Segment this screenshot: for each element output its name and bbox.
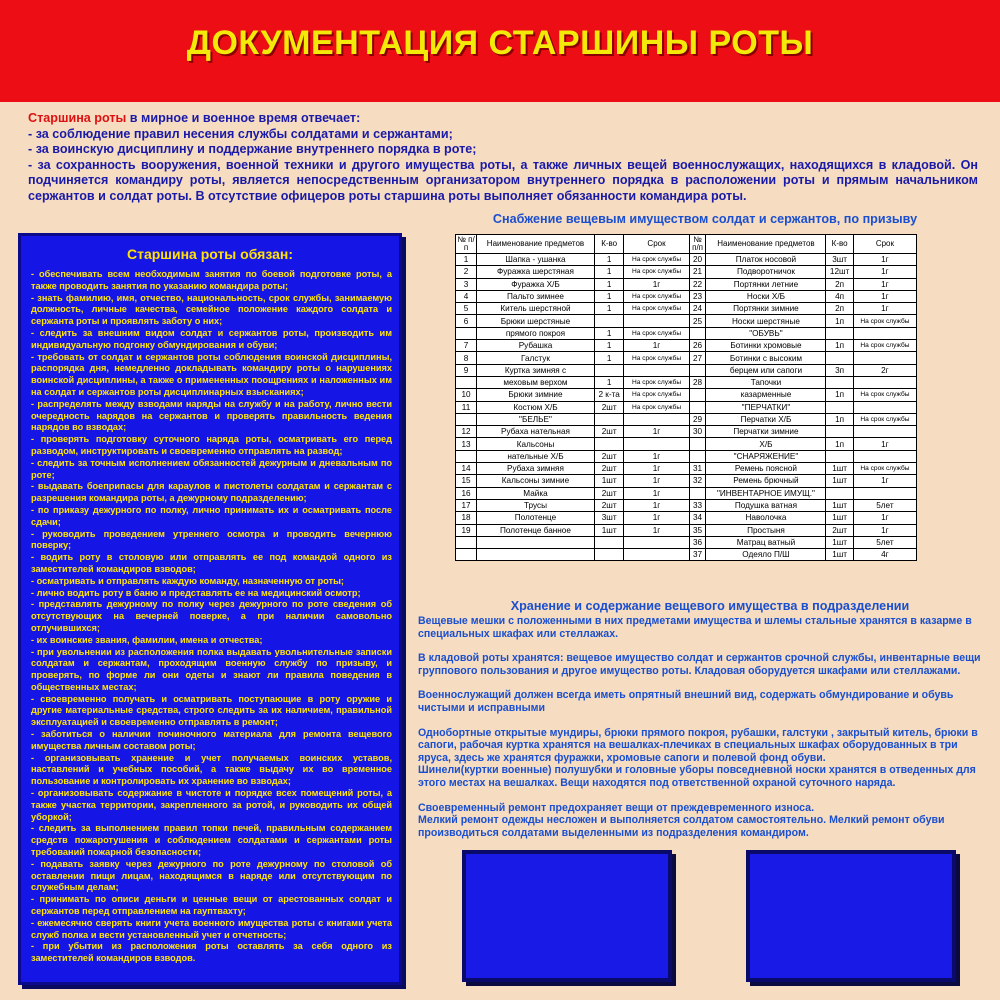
table-cell: 6 bbox=[456, 315, 477, 327]
table-cell: Куртка зимняя с bbox=[477, 364, 595, 376]
intro-line: - за сохранность вооружения, военной техники и другого имущества роты, а также личных вещей военнослужащих, находящихся в кладовой. Он подчиняется командиру роты, является непосредственным организатором внутреннего порядка в расположении роты и прямым начальником сержантов и солдат роты. В отсутствие офицеров роты старшина роты выполняет обязанности командира роты. bbox=[28, 157, 978, 203]
storage-paragraph: Однобортные открытые мундиры, брюки прямого покроя, рубашки, галстуки , закрытый китель, брюки в сапоги, рабочая куртка хранятся на вешалках-плечиках в специальных шкафах оборудованных в три яруса, здесь же хранятся фуражки, хромовые сапоги и полевой фонд обуви. bbox=[418, 726, 978, 764]
table-cell: 3шт bbox=[594, 512, 623, 524]
table-cell: 36 bbox=[689, 536, 706, 548]
table-cell: 2шт bbox=[594, 487, 623, 499]
table-cell: 1г bbox=[624, 340, 689, 352]
intro-line: - за соблюдение правил несения службы солдатами и сержантами; bbox=[28, 126, 453, 141]
table-cell bbox=[477, 549, 595, 561]
duty-item: - осматривать и отправлять каждую команду, назначенную от роты; bbox=[31, 575, 344, 586]
table-cell bbox=[853, 426, 916, 438]
table-cell bbox=[594, 438, 623, 450]
table-cell: 17 bbox=[456, 499, 477, 511]
supply-header-row bbox=[456, 235, 917, 254]
table-cell: Трусы bbox=[477, 499, 595, 511]
table-cell: 25 bbox=[689, 315, 706, 327]
table-row bbox=[456, 413, 917, 425]
table-cell bbox=[826, 487, 853, 499]
duties-title: Старшина роты обязан: bbox=[126, 246, 294, 262]
table-cell: 2п bbox=[826, 278, 853, 290]
table-cell bbox=[826, 376, 853, 388]
table-cell bbox=[624, 315, 689, 327]
table-cell bbox=[689, 450, 706, 462]
table-cell bbox=[689, 389, 706, 401]
table-cell: 3шт bbox=[826, 254, 853, 266]
table-cell: 9 bbox=[456, 364, 477, 376]
table-cell: 19 bbox=[456, 524, 477, 536]
table-cell: 2шт bbox=[594, 426, 623, 438]
table-cell: 2шт bbox=[594, 450, 623, 462]
table-cell bbox=[826, 426, 853, 438]
table-cell: 2шт bbox=[594, 499, 623, 511]
supply-header-cell: Срок bbox=[624, 235, 689, 254]
table-cell bbox=[477, 536, 595, 548]
table-cell: 1г bbox=[853, 438, 916, 450]
table-row bbox=[456, 327, 917, 339]
table-row bbox=[456, 401, 917, 413]
duties-panel bbox=[18, 233, 402, 985]
table-cell bbox=[689, 401, 706, 413]
table-cell: Ремень брючный bbox=[706, 475, 826, 487]
table-cell: Костюм Х/Б bbox=[477, 401, 595, 413]
duty-item: - при увольнении из расположения полка выдавать увольнительные записки солдатам и сержантам, проходящим военную службу по призыву, и проверять, по форме ли они одеты и знают ли правила поведения в общественных местах; bbox=[31, 646, 392, 692]
table-cell: 10 bbox=[456, 389, 477, 401]
table-cell: 1шт bbox=[594, 475, 623, 487]
table-cell: 1шт bbox=[826, 512, 853, 524]
table-row bbox=[456, 364, 917, 376]
table-cell: 4г bbox=[853, 549, 916, 561]
table-cell: На срок службы bbox=[853, 389, 916, 401]
table-cell: Кальсоны bbox=[477, 438, 595, 450]
table-cell: Полотенце bbox=[477, 512, 595, 524]
storage-paragraph: Мелкий ремонт одежды несложен и выполняется солдатом самостоятельно. Мелкий ремонт обуви производиться солдатами выделенными из подразделения командиром. bbox=[418, 814, 945, 839]
storage-paragraph: Шинели(куртки военные) полушубки и головные уборы повседневной носки хранятся в отведенных для этого местах на вешалках. Вещи находятся под ответственной охраной суточного наряда. bbox=[418, 764, 976, 789]
table-cell: Тапочки bbox=[706, 376, 826, 388]
supply-header-cell: Наименование предметов bbox=[477, 235, 595, 254]
table-cell: Рубашка bbox=[477, 340, 595, 352]
duty-item: - организовывать содержание в чистоте и порядке всех помещений роты, а также участка территории, закрепленного за ротой, и руководить их общей уборкой; bbox=[31, 788, 392, 822]
table-cell: На срок службы bbox=[624, 327, 689, 339]
intro-lead-line bbox=[28, 111, 978, 127]
storage-paragraph: Своевременный ремонт предохраняет вещи от преждевременного износа. bbox=[418, 801, 815, 814]
storage-paragraph: В кладовой роты хранятся: вещевое имущество солдат и сержантов срочной службы, инвентарные вещи группового пользования и другое имущество роты. Кладовая оборудуется шкафами или стеллажами. bbox=[418, 652, 981, 677]
table-cell: берцем или сапоги bbox=[706, 364, 826, 376]
table-cell: меховым верхом bbox=[477, 376, 595, 388]
table-cell bbox=[689, 487, 706, 499]
table-cell: 1 bbox=[594, 327, 623, 339]
duty-item: - требовать от солдат и сержантов роты соблюдения воинской дисциплины, распорядка дня, немедленно докладывать командиру роты о нарушениях воинской дисциплины, а также о примененных поощрениях и наложенных им на солдат и сержантов роты дисциплинарных взысканиях; bbox=[31, 351, 392, 397]
duty-item: - при убытии из расположения роты оставлять за себя одного из заместителей командиров взводов. bbox=[31, 941, 392, 964]
table-cell: 28 bbox=[689, 376, 706, 388]
table-cell: На срок службы bbox=[624, 389, 689, 401]
table-cell bbox=[689, 364, 706, 376]
table-cell: Китель шерстяной bbox=[477, 303, 595, 315]
duty-item: - водить роту в столовую или отправлять ее под командой одного из заместителей командиров взводов; bbox=[31, 552, 392, 574]
table-cell: 35 bbox=[689, 524, 706, 536]
table-cell: Галстук bbox=[477, 352, 595, 364]
table-cell: 1г bbox=[853, 524, 916, 536]
table-row bbox=[456, 376, 917, 388]
table-cell: 23 bbox=[689, 290, 706, 302]
table-cell: 27 bbox=[689, 352, 706, 364]
table-cell: 1г bbox=[624, 475, 689, 487]
table-cell bbox=[594, 536, 623, 548]
table-cell: На срок службы bbox=[624, 290, 689, 302]
table-cell: На срок службы bbox=[624, 254, 689, 266]
table-cell bbox=[456, 549, 477, 561]
table-cell bbox=[594, 315, 623, 327]
table-cell: 1 bbox=[594, 278, 623, 290]
duty-item: - их воинские звания, фамилии, имена и отчества; bbox=[31, 634, 263, 645]
table-cell: 15 bbox=[456, 475, 477, 487]
table-cell: 22 bbox=[689, 278, 706, 290]
duty-item: - выдавать боеприпасы для караулов и пистолеты солдатам и сержантам с разрешения командира роты, а дежурному подразделению; bbox=[31, 481, 392, 504]
duty-item: - обеспечивать всем необходимым занятия по боевой подготовке роты, а также проводить занятия по указанию командира роты; bbox=[31, 269, 392, 291]
storage-paragraph: Вещевые мешки с положенными в них предметами имущества и шлемы стальные хранятся в казарме в специальных шкафах или стеллажах. bbox=[418, 615, 972, 640]
table-row bbox=[456, 389, 917, 401]
table-cell: Ботинки хромовые bbox=[706, 340, 826, 352]
table-cell bbox=[624, 413, 689, 425]
table-cell: Простыня bbox=[706, 524, 826, 536]
table-row bbox=[456, 524, 917, 536]
table-cell bbox=[853, 450, 916, 462]
table-cell: 1г bbox=[624, 512, 689, 524]
table-cell: 1шт bbox=[826, 549, 853, 561]
table-cell: 1п bbox=[826, 340, 853, 352]
table-cell: Портянки зимние bbox=[706, 303, 826, 315]
page-title: ДОКУМЕНТАЦИЯ СТАРШИНЫ РОТЫ bbox=[186, 24, 814, 62]
table-cell: 1г bbox=[624, 450, 689, 462]
table-cell bbox=[853, 376, 916, 388]
table-cell: 1г bbox=[624, 463, 689, 475]
table-cell: 1 bbox=[594, 254, 623, 266]
table-row bbox=[456, 475, 917, 487]
table-row bbox=[456, 450, 917, 462]
table-cell bbox=[624, 549, 689, 561]
table-row bbox=[456, 463, 917, 475]
table-cell: На срок службы bbox=[853, 463, 916, 475]
supply-header-cell: Срок bbox=[853, 235, 916, 254]
document-pocket-right bbox=[746, 850, 956, 982]
table-cell: Перчатки Х/Б bbox=[706, 413, 826, 425]
table-cell: 1г bbox=[853, 266, 916, 278]
supply-header-cell: № п/п bbox=[689, 235, 706, 254]
table-cell: 5лет bbox=[853, 536, 916, 548]
duty-item: - заботиться о наличии починочного материала для ремонта вещевого имущества личным составом роты; bbox=[31, 729, 392, 751]
duty-item: - следить за внешним видом солдат и сержантов роты, производить им индивидуальную подгонку обмундирования и обуви; bbox=[31, 327, 392, 350]
storage-text bbox=[418, 615, 983, 851]
table-cell: Носки шерстяные bbox=[706, 315, 826, 327]
intro-line: - за воинскую дисциплину и поддержание внутреннего порядка в роте; bbox=[28, 142, 477, 156]
table-cell: 1 bbox=[594, 266, 623, 278]
table-cell: 12шт bbox=[826, 266, 853, 278]
table-row bbox=[456, 340, 917, 352]
table-cell: На срок службы bbox=[624, 401, 689, 413]
table-cell: 1г bbox=[853, 278, 916, 290]
supply-header-cell: Наименование предметов bbox=[706, 235, 826, 254]
table-cell bbox=[689, 438, 706, 450]
table-cell: 1г bbox=[853, 475, 916, 487]
table-cell: 1п bbox=[826, 389, 853, 401]
table-cell: 12 bbox=[456, 426, 477, 438]
intro-text bbox=[28, 111, 978, 204]
table-cell: На срок службы bbox=[624, 352, 689, 364]
intro-lead: Старшина роты bbox=[28, 111, 127, 125]
supply-table bbox=[455, 234, 917, 561]
table-cell: Фуражка Х/Б bbox=[477, 278, 595, 290]
duty-item: - по приказу дежурного по полку, лично принимать их и осматривать после сдачи; bbox=[31, 504, 392, 527]
table-cell: 1г bbox=[624, 524, 689, 536]
table-cell: 4п bbox=[826, 290, 853, 302]
table-cell bbox=[624, 438, 689, 450]
duty-item: - знать фамилию, имя, отчество, национальность, срок службы, занимаемую должность, личные качества, семейное положение каждого солдата и сержанта роты и проявлять заботу о них; bbox=[31, 292, 392, 327]
table-cell: 7 bbox=[456, 340, 477, 352]
table-cell: "БЕЛЬЕ" bbox=[477, 413, 595, 425]
table-row bbox=[456, 254, 917, 266]
supply-header-cell: К-во bbox=[826, 235, 853, 254]
table-cell: 32 bbox=[689, 475, 706, 487]
table-cell: 1г bbox=[853, 254, 916, 266]
table-cell: "ИНВЕНТАРНОЕ ИМУЩ." bbox=[706, 487, 826, 499]
duty-item: - распределять между взводами наряды на службу и на работу, лично вести очередность нарядов на сержантов и проверять правильность ведения нарядов во взводах; bbox=[31, 398, 392, 433]
table-cell bbox=[624, 364, 689, 376]
duty-item: - представлять дежурному по полку через дежурного по роте сведения об отсутствующих на вечерней поверке, а при наличии самовольно отлучившихся; bbox=[31, 599, 392, 633]
table-cell: Наволочка bbox=[706, 512, 826, 524]
table-cell bbox=[853, 352, 916, 364]
table-cell bbox=[456, 413, 477, 425]
table-cell bbox=[456, 536, 477, 548]
table-cell: 1п bbox=[826, 438, 853, 450]
table-cell: 29 bbox=[689, 413, 706, 425]
table-cell: 16 bbox=[456, 487, 477, 499]
table-cell: На срок службы bbox=[624, 266, 689, 278]
table-cell: 13 bbox=[456, 438, 477, 450]
table-cell: Кальсоны зимние bbox=[477, 475, 595, 487]
table-cell: Пальто зимнее bbox=[477, 290, 595, 302]
table-row bbox=[456, 266, 917, 278]
table-cell: 37 bbox=[689, 549, 706, 561]
table-row bbox=[456, 278, 917, 290]
supply-table-body bbox=[456, 254, 917, 561]
table-cell: Платок носовой bbox=[706, 254, 826, 266]
table-cell: 1г bbox=[624, 278, 689, 290]
storage-title: Хранение и содержание вещевого имущества в подразделении bbox=[510, 599, 910, 613]
table-cell: нательные Х/Б bbox=[477, 450, 595, 462]
table-cell: 14 bbox=[456, 463, 477, 475]
table-cell bbox=[456, 376, 477, 388]
table-cell: 3 bbox=[456, 278, 477, 290]
table-cell: 26 bbox=[689, 340, 706, 352]
table-cell: 2шт bbox=[826, 524, 853, 536]
table-cell: Матрац ватный bbox=[706, 536, 826, 548]
duty-item: - принимать по описи деньги и ценные вещи от арестованных солдат и сержантов перед отправлением на гауптвахту; bbox=[31, 894, 392, 917]
table-cell: 18 bbox=[456, 512, 477, 524]
storage-paragraph: Военнослужащий должен всегда иметь опрятный внешний вид, содержать обмундирование и обувь чистыми и исправными bbox=[418, 689, 954, 714]
table-row bbox=[456, 512, 917, 524]
table-cell bbox=[456, 450, 477, 462]
table-cell: 1г bbox=[853, 512, 916, 524]
table-cell: Подушка ватная bbox=[706, 499, 826, 511]
table-cell: Одеяло П/Ш bbox=[706, 549, 826, 561]
duty-item: - ежемесячно сверять книги учета военного имущества роты с книгами учета служб полка и вести установленный учет и отчетность; bbox=[31, 917, 392, 940]
table-cell: 1шт bbox=[826, 536, 853, 548]
table-cell: "СНАРЯЖЕНИЕ" bbox=[706, 450, 826, 462]
supply-table-title: Снабжение вещевым имуществом солдат и сержантов, по призыву bbox=[492, 212, 918, 226]
duty-item: - лично водить роту в баню и представлять ее на медицинский осмотр; bbox=[31, 587, 361, 598]
table-cell: 5 bbox=[456, 303, 477, 315]
table-cell: 1г bbox=[853, 290, 916, 302]
table-cell: 4 bbox=[456, 290, 477, 302]
table-cell: Полотенце банное bbox=[477, 524, 595, 536]
duty-item: - организовывать хранение и учет получаемых воинских уставов, наставлений и учебных пособий, а также выдачу их во временное пользование и контролировать их хранение во взводах; bbox=[31, 752, 392, 787]
table-cell: Фуражка шерстяная bbox=[477, 266, 595, 278]
duty-item: - следить за выполнением правил топки печей, правильным содержанием средств пожаротушения и соблюдением солдатами и сержантами роты требований пожарной безопасности; bbox=[31, 823, 392, 858]
table-cell: 1п bbox=[826, 413, 853, 425]
table-row bbox=[456, 303, 917, 315]
table-cell: Перчатки зимние bbox=[706, 426, 826, 438]
table-cell: Ботинки с высоким bbox=[706, 352, 826, 364]
table-row bbox=[456, 549, 917, 561]
table-cell: 1г bbox=[624, 426, 689, 438]
table-cell: На срок службы bbox=[853, 413, 916, 425]
table-row bbox=[456, 499, 917, 511]
duty-item: - проверять подготовку суточного наряда роты, осматривать его перед разводом, инструктировать и своевременно отправлять на развод; bbox=[31, 434, 392, 456]
table-cell bbox=[689, 327, 706, 339]
table-cell: Брюки зимние bbox=[477, 389, 595, 401]
table-cell: 8 bbox=[456, 352, 477, 364]
table-row bbox=[456, 426, 917, 438]
table-cell: казарменные bbox=[706, 389, 826, 401]
table-cell: 1 bbox=[594, 290, 623, 302]
table-cell: 20 bbox=[689, 254, 706, 266]
table-cell: 1п bbox=[826, 315, 853, 327]
table-row bbox=[456, 352, 917, 364]
table-cell bbox=[594, 413, 623, 425]
table-cell: "ПЕРЧАТКИ" bbox=[706, 401, 826, 413]
table-cell: 2г bbox=[853, 364, 916, 376]
table-cell: "ОБУВЬ" bbox=[706, 327, 826, 339]
table-cell: На срок службы bbox=[624, 303, 689, 315]
table-cell: 11 bbox=[456, 401, 477, 413]
table-cell: 1 bbox=[594, 303, 623, 315]
table-cell bbox=[853, 487, 916, 499]
table-cell: 2 к-та bbox=[594, 389, 623, 401]
table-cell: 30 bbox=[689, 426, 706, 438]
table-cell: 2шт bbox=[594, 401, 623, 413]
supply-header-cell: № п/п bbox=[457, 234, 475, 252]
table-cell: Шапка - ушанка bbox=[477, 254, 595, 266]
table-cell: Портянки летние bbox=[706, 278, 826, 290]
table-cell: 1 bbox=[594, 352, 623, 364]
table-cell bbox=[853, 401, 916, 413]
table-cell: 24 bbox=[689, 303, 706, 315]
table-cell: 31 bbox=[689, 463, 706, 475]
table-cell: 2п bbox=[826, 303, 853, 315]
table-cell: 2 bbox=[456, 266, 477, 278]
table-row bbox=[456, 438, 917, 450]
table-cell: 5лет bbox=[853, 499, 916, 511]
table-cell bbox=[826, 352, 853, 364]
table-row bbox=[456, 315, 917, 327]
duty-item: - следить за точным исполнением обязанностей дежурным и дневальным по роте; bbox=[31, 457, 392, 480]
table-cell bbox=[624, 536, 689, 548]
duty-item: - своевременно получать и осматривать поступающие в роту оружие и другие материальные средства, строго следить за их наличием, правильной эксплуатацией и своевременно отправлять в ремонт; bbox=[31, 693, 392, 728]
table-cell: 2шт bbox=[594, 463, 623, 475]
table-row bbox=[456, 536, 917, 548]
table-cell: На срок службы bbox=[853, 315, 916, 327]
table-cell bbox=[826, 450, 853, 462]
table-cell: 34 bbox=[689, 512, 706, 524]
table-cell: Рубаха нательная bbox=[477, 426, 595, 438]
table-cell: 1 bbox=[594, 340, 623, 352]
table-cell bbox=[594, 364, 623, 376]
duties-list bbox=[21, 269, 399, 965]
intro-lead-rest: в мирное и военное время отвечает: bbox=[126, 111, 361, 125]
table-cell bbox=[826, 401, 853, 413]
table-cell: 1шт bbox=[594, 524, 623, 536]
table-cell: 1шт bbox=[826, 463, 853, 475]
table-cell: 1шт bbox=[826, 499, 853, 511]
table-cell bbox=[853, 327, 916, 339]
table-cell: Брюки шерстяные bbox=[477, 315, 595, 327]
table-cell: 1шт bbox=[826, 475, 853, 487]
table-cell: На срок службы bbox=[853, 340, 916, 352]
table-cell: На срок службы bbox=[624, 376, 689, 388]
table-cell: 1 bbox=[456, 254, 477, 266]
document-pocket-left bbox=[462, 850, 672, 982]
table-cell: Ремень поясной bbox=[706, 463, 826, 475]
table-cell: 1 bbox=[594, 376, 623, 388]
duty-item: - руководить проведением утреннего осмотра и проводить вечернюю поверку; bbox=[31, 528, 392, 551]
table-cell: 33 bbox=[689, 499, 706, 511]
table-cell: Рубаха зимняя bbox=[477, 463, 595, 475]
table-cell: 1г bbox=[853, 303, 916, 315]
table-cell: 1г bbox=[624, 499, 689, 511]
table-cell: Х/Б bbox=[706, 438, 826, 450]
table-cell bbox=[456, 327, 477, 339]
table-cell: 1г bbox=[624, 487, 689, 499]
table-cell bbox=[594, 549, 623, 561]
table-row bbox=[456, 290, 917, 302]
table-cell bbox=[826, 327, 853, 339]
table-cell: Подворотничок bbox=[706, 266, 826, 278]
table-cell: Майка bbox=[477, 487, 595, 499]
duty-item: - подавать заявку через дежурного по роте дежурному по столовой об оставлении пищи лицам, находящимся в наряде или отсутствующим по служебным делам; bbox=[31, 858, 392, 893]
table-cell: прямого покроя bbox=[477, 327, 595, 339]
supply-header-cell: К-во bbox=[594, 235, 623, 254]
table-cell: Носки Х/Б bbox=[706, 290, 826, 302]
table-cell: 3п bbox=[826, 364, 853, 376]
table-row bbox=[456, 487, 917, 499]
table-cell: 21 bbox=[689, 266, 706, 278]
